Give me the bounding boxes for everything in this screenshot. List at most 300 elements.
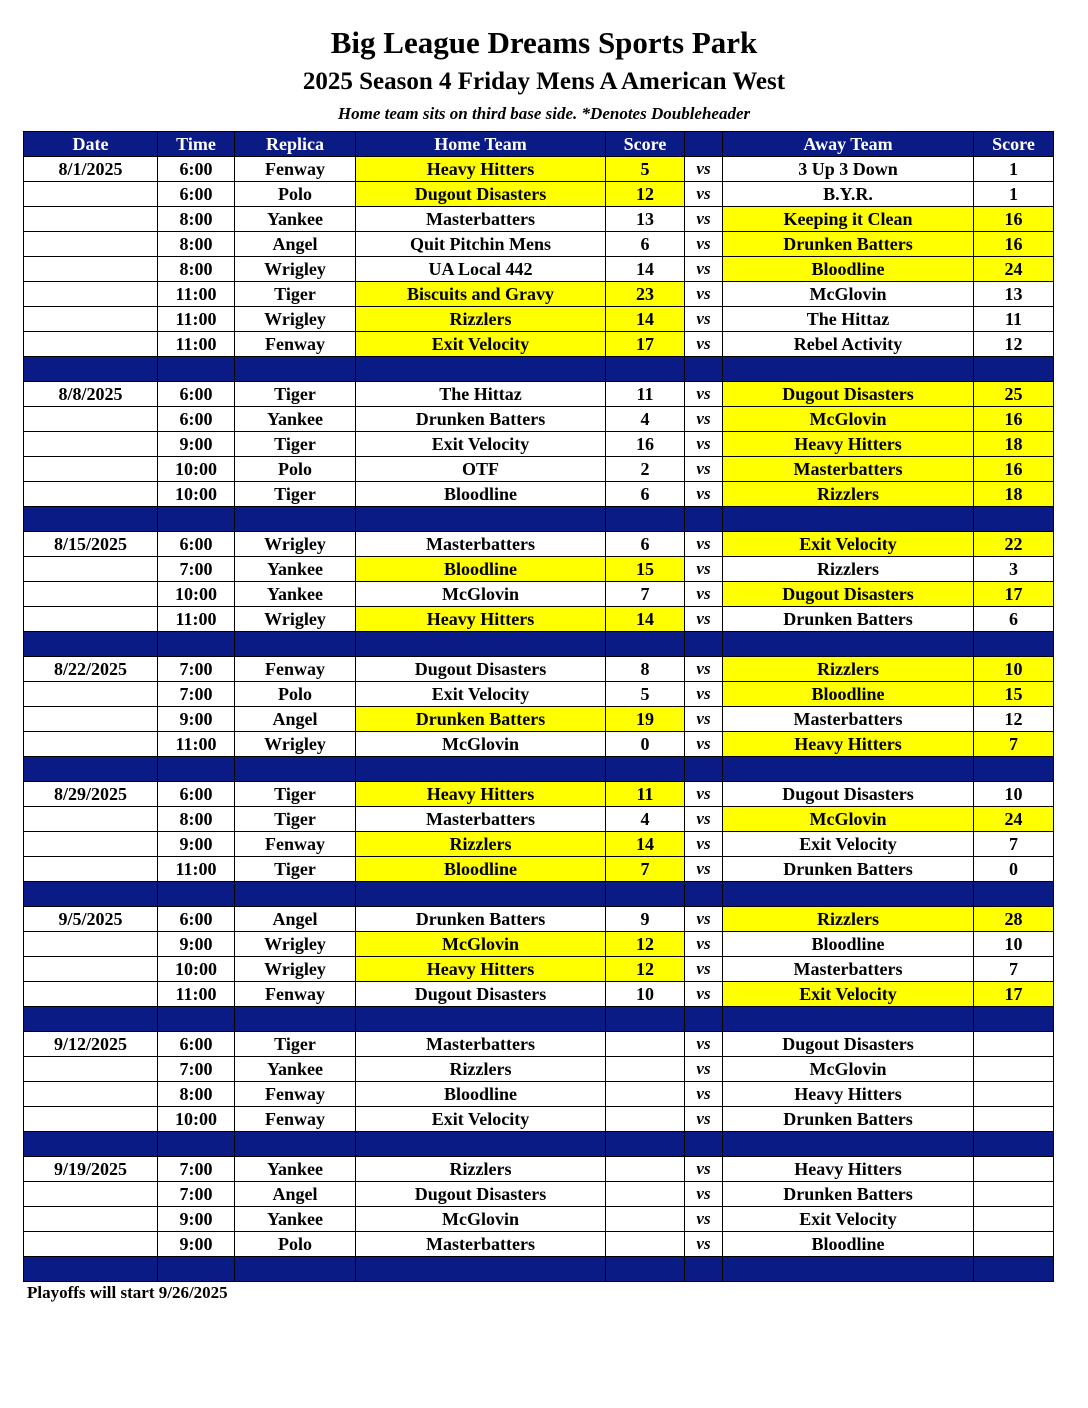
home-score: 14 [606,607,685,632]
away-score [974,1182,1054,1207]
game-replica: Yankee [235,582,356,607]
home-team: Heavy Hitters [356,607,606,632]
away-team: B.Y.R. [723,182,974,207]
game-row [24,1182,1054,1207]
vs-label: vs [685,857,723,882]
game-date: 9/19/2025 [24,1157,158,1182]
separator-cell [235,1007,356,1032]
home-team: Dugout Disasters [356,182,606,207]
game-row [24,932,1054,957]
game-row [24,457,1054,482]
game-row [24,732,1054,757]
home-team: McGlovin [356,732,606,757]
vs-label: vs [685,207,723,232]
game-row [24,307,1054,332]
away-score: 7 [974,957,1054,982]
home-score: 6 [606,232,685,257]
separator-cell [606,757,685,782]
header-row [24,132,1054,157]
home-score: 7 [606,582,685,607]
game-row [24,782,1054,807]
away-team: Rizzlers [723,557,974,582]
column-header-time: Time [158,132,235,157]
home-score: 16 [606,432,685,457]
week-separator-row [24,1132,1054,1157]
home-team: McGlovin [356,582,606,607]
away-score: 7 [974,732,1054,757]
game-row [24,157,1054,182]
away-team: The Hittaz [723,307,974,332]
separator-cell [974,507,1054,532]
home-score: 0 [606,732,685,757]
game-replica: Wrigley [235,732,356,757]
away-team: Dugout Disasters [723,582,974,607]
game-date [24,232,158,257]
game-date: 9/12/2025 [24,1032,158,1057]
separator-cell [356,507,606,532]
home-score: 23 [606,282,685,307]
home-score: 5 [606,682,685,707]
home-score: 12 [606,932,685,957]
game-replica: Wrigley [235,957,356,982]
away-score: 3 [974,557,1054,582]
game-time: 10:00 [158,457,235,482]
separator-cell [685,1132,723,1157]
separator-cell [974,882,1054,907]
game-replica: Angel [235,707,356,732]
away-team: Exit Velocity [723,1207,974,1232]
game-time: 11:00 [158,982,235,1007]
away-score: 17 [974,982,1054,1007]
game-replica: Wrigley [235,932,356,957]
game-time: 9:00 [158,432,235,457]
separator-cell [356,1007,606,1032]
game-date: 9/5/2025 [24,907,158,932]
vs-label: vs [685,707,723,732]
vs-label: vs [685,907,723,932]
game-row [24,432,1054,457]
game-row [24,982,1054,1007]
game-time: 6:00 [158,782,235,807]
separator-cell [158,757,235,782]
home-team: Masterbatters [356,807,606,832]
separator-cell [158,1132,235,1157]
game-date [24,1107,158,1132]
vs-label: vs [685,482,723,507]
game-replica: Fenway [235,657,356,682]
home-team: Bloodline [356,857,606,882]
separator-cell [356,1257,606,1282]
game-row [24,832,1054,857]
separator-cell [158,507,235,532]
home-score: 9 [606,907,685,932]
game-replica: Wrigley [235,257,356,282]
away-team: Masterbatters [723,707,974,732]
game-time: 7:00 [158,1057,235,1082]
away-score: 12 [974,707,1054,732]
vs-label: vs [685,432,723,457]
game-time: 10:00 [158,482,235,507]
game-row [24,1232,1054,1257]
separator-cell [685,757,723,782]
vs-label: vs [685,157,723,182]
home-score: 4 [606,407,685,432]
week-separator-row [24,507,1054,532]
away-team: Masterbatters [723,957,974,982]
away-team: 3 Up 3 Down [723,157,974,182]
away-score: 25 [974,382,1054,407]
game-replica: Angel [235,232,356,257]
home-score: 2 [606,457,685,482]
game-row [24,282,1054,307]
home-score [606,1182,685,1207]
game-date [24,432,158,457]
game-date [24,1082,158,1107]
home-score: 10 [606,982,685,1007]
game-replica: Angel [235,1182,356,1207]
separator-cell [24,507,158,532]
away-team: Bloodline [723,1232,974,1257]
home-team: The Hittaz [356,382,606,407]
game-date [24,832,158,857]
game-date [24,932,158,957]
game-date [24,1182,158,1207]
game-time: 11:00 [158,307,235,332]
game-replica: Fenway [235,157,356,182]
home-team: McGlovin [356,932,606,957]
page-note: Home team sits on third base side. *Denotes Doubleheader [337,104,751,123]
game-time: 7:00 [158,657,235,682]
game-replica: Tiger [235,807,356,832]
away-score: 11 [974,307,1054,332]
game-replica: Yankee [235,557,356,582]
home-score: 14 [606,307,685,332]
separator-cell [24,882,158,907]
game-replica: Yankee [235,1157,356,1182]
separator-cell [235,882,356,907]
home-score: 8 [606,657,685,682]
game-replica: Polo [235,457,356,482]
away-team: McGlovin [723,1057,974,1082]
home-score: 6 [606,482,685,507]
home-team: Heavy Hitters [356,782,606,807]
away-score [974,1032,1054,1057]
away-team: Exit Velocity [723,832,974,857]
game-row [24,607,1054,632]
week-separator-row [24,632,1054,657]
vs-label: vs [685,1082,723,1107]
separator-cell [606,507,685,532]
separator-cell [606,1257,685,1282]
game-date: 8/22/2025 [24,657,158,682]
game-time: 6:00 [158,407,235,432]
separator-cell [235,757,356,782]
away-score: 16 [974,457,1054,482]
separator-cell [723,632,974,657]
game-date [24,307,158,332]
vs-label: vs [685,457,723,482]
game-replica: Fenway [235,1107,356,1132]
away-score: 12 [974,332,1054,357]
game-time: 9:00 [158,1232,235,1257]
game-replica: Fenway [235,1082,356,1107]
game-date [24,682,158,707]
away-team: Heavy Hitters [723,1082,974,1107]
home-team: Exit Velocity [356,682,606,707]
game-replica: Angel [235,907,356,932]
vs-label: vs [685,732,723,757]
away-team: Drunken Batters [723,1107,974,1132]
vs-label: vs [685,332,723,357]
separator-cell [235,1132,356,1157]
vs-label: vs [685,1182,723,1207]
away-score: 16 [974,232,1054,257]
away-score: 0 [974,857,1054,882]
home-team: OTF [356,457,606,482]
separator-cell [723,357,974,382]
game-date [24,857,158,882]
game-date [24,257,158,282]
game-row [24,1057,1054,1082]
separator-cell [24,1132,158,1157]
vs-label: vs [685,1057,723,1082]
game-row [24,1032,1054,1057]
game-date [24,1232,158,1257]
home-team: Rizzlers [356,1057,606,1082]
game-time: 11:00 [158,332,235,357]
page-title: Big League Dreams Sports Park [330,25,758,60]
vs-label: vs [685,957,723,982]
home-score: 11 [606,382,685,407]
separator-cell [723,757,974,782]
game-time: 7:00 [158,557,235,582]
game-date: 8/8/2025 [24,382,158,407]
game-date [24,282,158,307]
away-team: Heavy Hitters [723,732,974,757]
column-header-date: Date [24,132,158,157]
home-team: Heavy Hitters [356,157,606,182]
home-score [606,1057,685,1082]
game-replica: Tiger [235,1032,356,1057]
game-date [24,332,158,357]
game-time: 8:00 [158,207,235,232]
home-team: Rizzlers [356,1157,606,1182]
separator-cell [685,632,723,657]
home-team: Bloodline [356,557,606,582]
game-replica: Polo [235,682,356,707]
game-time: 6:00 [158,157,235,182]
away-team: Bloodline [723,932,974,957]
home-score: 17 [606,332,685,357]
home-score: 14 [606,257,685,282]
home-score: 19 [606,707,685,732]
vs-label: vs [685,182,723,207]
game-replica: Polo [235,182,356,207]
home-score: 11 [606,782,685,807]
away-team: Heavy Hitters [723,1157,974,1182]
column-header-away-team: Away Team [723,132,974,157]
game-date: 8/15/2025 [24,532,158,557]
away-team: Drunken Batters [723,232,974,257]
away-score: 10 [974,657,1054,682]
away-score: 16 [974,207,1054,232]
home-score: 15 [606,557,685,582]
separator-cell [974,757,1054,782]
vs-label: vs [685,282,723,307]
separator-cell [606,1007,685,1032]
away-team: Exit Velocity [723,532,974,557]
separator-cell [24,757,158,782]
footer-note: Playoffs will start 9/26/2025 [27,1283,228,1302]
home-score: 12 [606,182,685,207]
game-time: 11:00 [158,732,235,757]
game-replica: Fenway [235,982,356,1007]
away-team: Drunken Batters [723,607,974,632]
game-row [24,482,1054,507]
game-replica: Wrigley [235,607,356,632]
away-score: 1 [974,157,1054,182]
home-score [606,1107,685,1132]
home-team: Masterbatters [356,207,606,232]
away-team: Rizzlers [723,907,974,932]
separator-cell [606,632,685,657]
game-time: 8:00 [158,232,235,257]
separator-cell [235,632,356,657]
game-date: 8/29/2025 [24,782,158,807]
game-time: 10:00 [158,1107,235,1132]
column-header-vs [685,132,723,157]
game-replica: Tiger [235,432,356,457]
vs-label: vs [685,657,723,682]
away-team: McGlovin [723,407,974,432]
game-row [24,232,1054,257]
week-separator-row [24,882,1054,907]
separator-cell [235,507,356,532]
vs-label: vs [685,557,723,582]
home-team: Masterbatters [356,1232,606,1257]
game-time: 10:00 [158,582,235,607]
schedule-table [23,131,1054,1282]
vs-label: vs [685,1232,723,1257]
game-time: 11:00 [158,857,235,882]
away-team: Dugout Disasters [723,382,974,407]
home-team: Rizzlers [356,307,606,332]
game-row [24,957,1054,982]
game-date [24,482,158,507]
home-score [606,1157,685,1182]
away-score: 7 [974,832,1054,857]
game-time: 9:00 [158,707,235,732]
separator-cell [723,1007,974,1032]
away-team: Dugout Disasters [723,782,974,807]
game-row [24,1082,1054,1107]
game-replica: Tiger [235,382,356,407]
separator-cell [356,757,606,782]
home-team: Exit Velocity [356,432,606,457]
separator-cell [974,1007,1054,1032]
home-team: Quit Pitchin Mens [356,232,606,257]
game-date: 8/1/2025 [24,157,158,182]
game-time: 11:00 [158,607,235,632]
game-date [24,982,158,1007]
away-team: Heavy Hitters [723,432,974,457]
game-time: 7:00 [158,682,235,707]
separator-cell [974,1132,1054,1157]
week-separator-row [24,1007,1054,1032]
vs-label: vs [685,532,723,557]
game-row [24,532,1054,557]
home-team: Biscuits and Gravy [356,282,606,307]
vs-label: vs [685,257,723,282]
week-separator-row [24,357,1054,382]
separator-cell [606,882,685,907]
game-time: 6:00 [158,382,235,407]
separator-cell [158,882,235,907]
vs-label: vs [685,1107,723,1132]
home-score: 13 [606,207,685,232]
separator-cell [158,1007,235,1032]
away-team: Drunken Batters [723,1182,974,1207]
game-replica: Tiger [235,857,356,882]
game-row [24,382,1054,407]
game-time: 9:00 [158,832,235,857]
game-replica: Wrigley [235,307,356,332]
home-team: McGlovin [356,1207,606,1232]
away-score: 18 [974,432,1054,457]
vs-label: vs [685,1157,723,1182]
game-row [24,207,1054,232]
game-row [24,857,1054,882]
game-date [24,557,158,582]
away-score: 6 [974,607,1054,632]
away-score: 18 [974,482,1054,507]
game-time: 7:00 [158,1182,235,1207]
away-team: Dugout Disasters [723,1032,974,1057]
away-score: 24 [974,257,1054,282]
separator-cell [685,1257,723,1282]
away-team: Bloodline [723,682,974,707]
home-team: Dugout Disasters [356,982,606,1007]
separator-cell [235,1257,356,1282]
game-row [24,407,1054,432]
game-date [24,807,158,832]
home-score [606,1207,685,1232]
game-date [24,1057,158,1082]
game-time: 11:00 [158,282,235,307]
game-row [24,907,1054,932]
vs-label: vs [685,582,723,607]
separator-cell [356,632,606,657]
game-row [24,1107,1054,1132]
separator-cell [356,882,606,907]
game-row [24,557,1054,582]
vs-label: vs [685,307,723,332]
separator-cell [235,357,356,382]
game-time: 8:00 [158,257,235,282]
home-score: 6 [606,532,685,557]
game-date [24,707,158,732]
vs-label: vs [685,407,723,432]
away-score: 16 [974,407,1054,432]
game-replica: Tiger [235,482,356,507]
home-score: 12 [606,957,685,982]
vs-label: vs [685,782,723,807]
game-row [24,332,1054,357]
separator-cell [685,507,723,532]
home-team: Drunken Batters [356,407,606,432]
game-time: 8:00 [158,1082,235,1107]
week-separator-row [24,757,1054,782]
